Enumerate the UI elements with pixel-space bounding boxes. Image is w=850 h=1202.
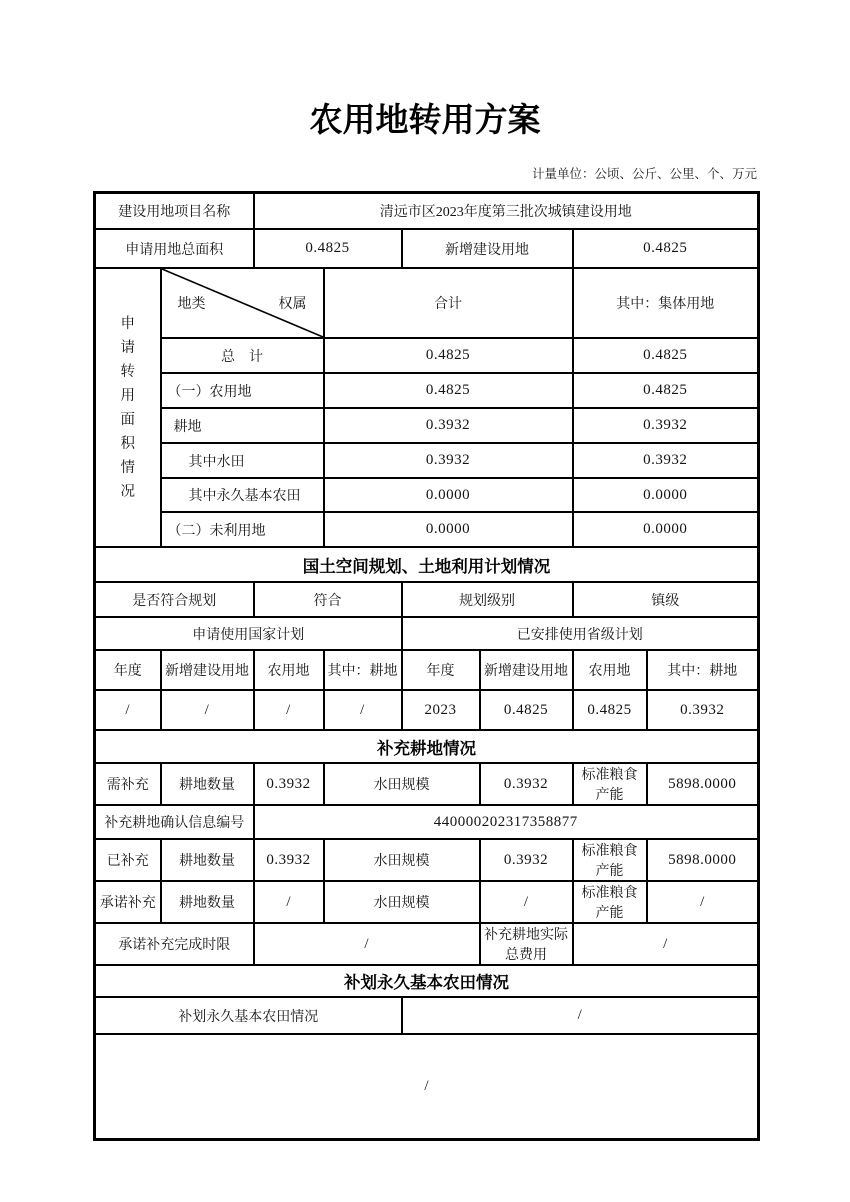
plan-col-header: 其中：耕地 <box>324 650 402 690</box>
supplement-paddy-label: 水田规模 <box>324 839 480 881</box>
compliance-value: 符合 <box>254 582 402 617</box>
conversion-row-collective: 0.4825 <box>573 373 759 408</box>
actual-cost-value: / <box>573 923 759 965</box>
units-note: 计量单位：公顷、公斤、公里、个、万元 <box>531 166 757 181</box>
supplement-qty-value: / <box>254 881 324 923</box>
conversion-side-label <box>95 268 161 547</box>
conversion-row-label: 总 计 <box>161 338 324 373</box>
supplement-paddy-value: / <box>480 881 573 923</box>
conversion-row-label: （二）未利用地 <box>161 512 324 547</box>
basic-farmland-value: / <box>402 997 759 1034</box>
plan-value: 0.4825 <box>480 690 573 730</box>
conversion-side-label-text: 申请转用面积情况 <box>120 315 135 500</box>
plan-col-header: 年度 <box>95 650 161 690</box>
conversion-row-label: 耕地 <box>161 408 324 443</box>
supplement-type: 已补充 <box>95 839 161 881</box>
conversion-row-label: （一）农用地 <box>161 373 324 408</box>
basic-farmland-section-title: 补划永久基本农田情况 <box>95 965 759 997</box>
table-row <box>95 547 759 582</box>
table-row <box>95 268 759 338</box>
table-row <box>95 512 759 547</box>
table-row <box>95 478 759 512</box>
table-row <box>95 338 759 373</box>
supplement-grain-label: 标准粮食产能 <box>573 839 647 881</box>
plan-value: / <box>324 690 402 730</box>
conversion-row-total: 0.3932 <box>324 443 573 478</box>
supplement-section-title: 补充耕地情况 <box>95 730 759 763</box>
table-row <box>95 805 759 839</box>
plan-col-header: 农用地 <box>573 650 647 690</box>
conversion-col-collective-header: 其中：集体用地 <box>573 268 759 338</box>
new-construction-value: 0.4825 <box>573 229 759 268</box>
table-row <box>95 1034 759 1139</box>
actual-cost-label: 补充耕地实际总费用 <box>480 923 573 965</box>
conversion-col-total-header: 合计 <box>324 268 573 338</box>
supplement-grain-label: 标准粮食产能 <box>573 763 647 805</box>
table-row <box>95 763 759 805</box>
diagonal-header-cell <box>161 268 324 338</box>
table-row <box>95 617 759 650</box>
plan-col-header: 年度 <box>402 650 480 690</box>
plan-col-header: 新增建设用地 <box>161 650 254 690</box>
supplement-qty-value: 0.3932 <box>254 763 324 805</box>
deadline-value: / <box>254 923 480 965</box>
deadline-label: 承诺补充完成时限 <box>95 923 254 965</box>
conversion-row-collective: 0.4825 <box>573 338 759 373</box>
table-row <box>95 839 759 881</box>
remark-cell: / <box>95 1034 759 1139</box>
table-row <box>95 229 759 268</box>
supplement-grain-label: 标准粮食产能 <box>573 881 647 923</box>
table-row <box>95 923 759 965</box>
table-row <box>95 997 759 1034</box>
plan-value: / <box>95 690 161 730</box>
conversion-row-label: 其中永久基本农田 <box>161 478 324 512</box>
total-area-label: 申请用地总面积 <box>95 229 254 268</box>
supplement-type: 需补充 <box>95 763 161 805</box>
plan-value: / <box>161 690 254 730</box>
supplement-qty-label: 耕地数量 <box>161 839 254 881</box>
table-row <box>95 443 759 478</box>
conversion-row-total: 0.3932 <box>324 408 573 443</box>
conversion-row-total: 0.4825 <box>324 338 573 373</box>
project-name-label: 建设用地项目名称 <box>95 192 254 229</box>
table-row <box>95 650 759 690</box>
supplement-qty-label: 耕地数量 <box>161 763 254 805</box>
main-table <box>93 191 760 1141</box>
supplement-type: 承诺补充 <box>95 881 161 923</box>
conversion-row-total: 0.0000 <box>324 478 573 512</box>
conversion-row-collective: 0.3932 <box>573 443 759 478</box>
confirm-number-label: 补充耕地确认信息编号 <box>95 805 254 839</box>
plan-col-header: 新增建设用地 <box>480 650 573 690</box>
conversion-row-total: 0.0000 <box>324 512 573 547</box>
supplement-paddy-value: 0.3932 <box>480 839 573 881</box>
conversion-row-label: 其中水田 <box>161 443 324 478</box>
supplement-grain-value: 5898.0000 <box>647 763 759 805</box>
plan-level-label: 规划级别 <box>402 582 573 617</box>
table-row <box>95 881 759 923</box>
national-plan-header: 申请使用国家计划 <box>95 617 402 650</box>
compliance-label: 是否符合规划 <box>95 582 254 617</box>
conversion-row-collective: 0.0000 <box>573 512 759 547</box>
table-row <box>95 408 759 443</box>
conversion-row-collective: 0.0000 <box>573 478 759 512</box>
table-row <box>95 965 759 997</box>
plan-col-header: 农用地 <box>254 650 324 690</box>
supplement-paddy-label: 水田规模 <box>324 763 480 805</box>
new-construction-label: 新增建设用地 <box>402 229 573 268</box>
conversion-row-total: 0.4825 <box>324 373 573 408</box>
supplement-paddy-value: 0.3932 <box>480 763 573 805</box>
diagonal-label-ownership: 权属 <box>278 297 307 313</box>
plan-col-header: 其中：耕地 <box>647 650 759 690</box>
project-name-value: 清远市区2023年度第三批次城镇建设用地 <box>254 192 759 229</box>
plan-value: 0.4825 <box>573 690 647 730</box>
supplement-qty-value: 0.3932 <box>254 839 324 881</box>
plan-value: 0.3932 <box>647 690 759 730</box>
table-row <box>95 373 759 408</box>
diagonal-label-landtype: 地类 <box>177 297 206 313</box>
table-row <box>95 690 759 730</box>
table-row <box>95 192 759 229</box>
confirm-number-value: 440000202317358877 <box>254 805 759 839</box>
provincial-plan-header: 已安排使用省级计划 <box>402 617 759 650</box>
supplement-grain-value: / <box>647 881 759 923</box>
basic-farmland-label: 补划永久基本农田情况 <box>95 997 402 1034</box>
table-row <box>95 582 759 617</box>
supplement-paddy-label: 水田规模 <box>324 881 480 923</box>
plan-value: 2023 <box>402 690 480 730</box>
total-area-value: 0.4825 <box>254 229 402 268</box>
plan-value: / <box>254 690 324 730</box>
supplement-grain-value: 5898.0000 <box>647 839 759 881</box>
planning-section-title: 国土空间规划、土地利用计划情况 <box>95 547 759 582</box>
conversion-row-collective: 0.3932 <box>573 408 759 443</box>
table-row <box>95 730 759 763</box>
supplement-qty-label: 耕地数量 <box>161 881 254 923</box>
plan-level-value: 镇级 <box>573 582 759 617</box>
document-content <box>93 100 757 1141</box>
page-title: 农用地转用方案 <box>309 101 541 138</box>
